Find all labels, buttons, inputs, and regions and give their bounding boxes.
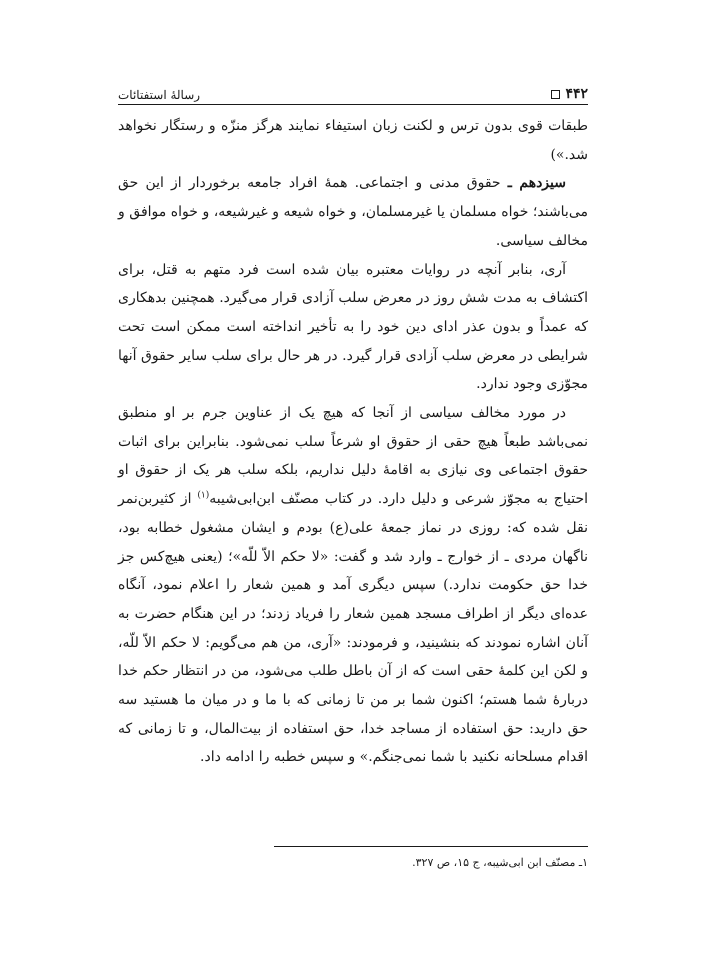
paragraph-4-text-b: از کثیربن‌نمر نقل شده که: روزی در نماز جمعهٔ علی(ع) بودم و ایشان مشغول خطابه بود، ناگهان مردی ـ از خوارج ـ وارد شد و گفت: «لا حکم الاّ للّه»؛ (یعنی هیچ‌کس جز خدا حق حکومت ندارد.) سپس دیگری آمد و همین شعار را اعلام نمود، آنگاه عده‌ای دیگر از اطراف مسجد همین شعار را فریاد زدند؛ در این هنگام حضرت به آنان اشاره نمودند که بنشینید، و فرمودند: «آری، من هم می‌گویم: لا حکم الاّ للّه، و لکن این کلمهٔ حقی است که از آن باطل طلب می‌شود، من در انتظار حکم خدا دربارهٔ شما هستم؛ اکنون شما بر من تا زمانی که با ما و در میان ما هستید سه حق دارید: حق استفاده از مساجد خدا، حق استفاده از بیت‌المال، و تا زمانی که اقدام مسلحانه نکنید با شما نمی‌جنگم.» و سپس خطبه را ادامه داد. — [118, 491, 588, 766]
page-number: ۴۴۲ — [565, 86, 588, 102]
main-text — [118, 112, 588, 772]
page-header — [118, 76, 588, 102]
paragraph-2 — [118, 169, 588, 255]
footnote-1: ۱ـ مصنّف ابن ابی‌شیبه، ج ۱۵، ص ۳۲۷. — [412, 856, 588, 869]
section-heading: سیزدهم ـ — [507, 175, 566, 192]
footnote-divider — [274, 846, 588, 847]
footnote-ref: (۱) — [197, 490, 210, 501]
paragraph-2-text: حقوق مدنی و اجتماعی. همهٔ افراد جامعه برخوردار از این حق می‌باشند؛ خواه مسلمان یا غیرمسلمان، و خواه شیعه و غیرشیعه، و خواه موافق و مخالف سیاسی. — [118, 175, 588, 249]
page-number-block — [551, 86, 588, 102]
paragraph-4-text-a: در مورد مخالف سیاسی از آنجا که هیچ یک از عناوین جرم بر او منطبق نمی‌باشد طبعاً هیچ حقی از حقوق او شرعاً سلب نمی‌شود. بنابراین برای اثبات حقوق اجتماعی وی نیازی به اقامهٔ دلیل نداریم، بلکه سلب هر یک از حقوق او احتیاج به مجوّز شرعی و دلیل دارد. در کتاب مصنّف ابن‌ابی‌شیبه — [118, 405, 588, 508]
paragraph-1: طبقات قوی بدون ترس و لکنت زبان استیفاء نمایند هرگز منزّه و رستگار نخواهد شد.») — [118, 118, 588, 163]
paragraph-3: آری، بنابر آنچه در روایات معتبره بیان شده است فرد متهم به قتل، برای اکتشاف به مدت شش روز در معرض سلب آزادی قرار می‌گیرد. همچنین بدهکاری که عمداً و بدون عذر ادای دین خود را به تأخیر انداخته است ممکن است تحت شرایطی در معرض سلب آزادی قرار گیرد. در هر حال برای سلب سایر حقوق آنها مجوّزی وجود ندارد. — [118, 261, 588, 393]
square-bullet-icon — [551, 90, 560, 99]
header-divider — [118, 104, 588, 105]
running-title: رسالهٔ استفتائات — [118, 88, 201, 102]
paragraph-4 — [118, 399, 588, 772]
